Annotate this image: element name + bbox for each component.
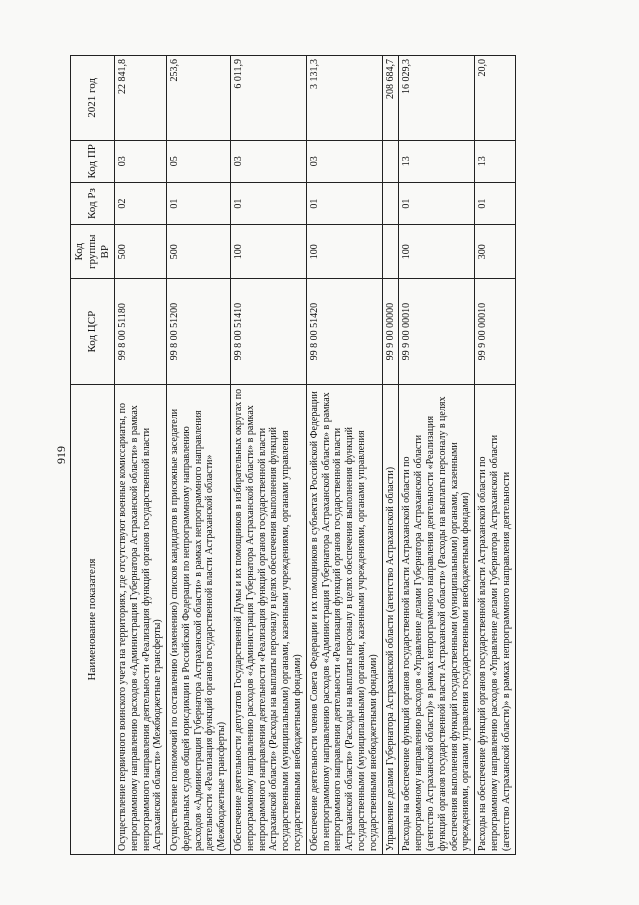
page-number: 919 (54, 446, 68, 464)
row-name: Осуществление первичного воинского учета на территориях, где отсутствуют военные комиссариаты, по непрограммному направлению расходов «Администрация Губернатора Астраханской области» в рамках непрограммного направления деятельности «Реализация функций органов государственной власти Астраханской области» (Межбюджетные трансферты) (114, 385, 166, 855)
header-pr: Код ПР (71, 140, 115, 182)
row-pr (382, 140, 399, 182)
row-vr: 100 (306, 225, 382, 279)
table-row (231, 56, 307, 855)
row-amount: 16 029,3 (399, 56, 475, 141)
table-row (475, 56, 515, 855)
budget-table (70, 55, 516, 855)
header-rz: Код Рз (71, 182, 115, 224)
row-amount: 3 131,3 (306, 56, 382, 141)
row-csr: 99 8 00 51410 (231, 279, 307, 385)
row-pr: 03 (231, 140, 307, 182)
row-rz: 01 (399, 182, 475, 224)
table-row (167, 56, 231, 855)
row-pr: 03 (306, 140, 382, 182)
header-name: Наименование показателя (71, 385, 115, 855)
row-name: Расходы на обеспечение функций органов государственной власти Астраханской области по непрограммному направлению расходов «Управление делами Губернатора Астраханской области (агентство Астраханской области)» в рамках непрограммного направления деятельности (475, 385, 515, 855)
row-name: Расходы на обеспечение функций органов государственной власти Астраханской области по непрограммному направлению расходов «Управление делами Губернатора Астраханской области (агентство Астраханской области)» в рамках непрограммного направления деятельности «Реализация функций органов государственной власти Астраханской области» (Расходы на выплаты персоналу в целях обеспечения выполнения функций государственными (муниципальными) органами, казенными учреждениями, органами управления государственными внебюджетными фондами) (399, 385, 475, 855)
table-row (382, 56, 399, 855)
row-amount: 6 011,9 (231, 56, 307, 141)
table-row (114, 56, 166, 855)
row-vr: 300 (475, 225, 515, 279)
row-name: Обеспечение деятельности депутатов Государственной Думы и их помощников в избирательных округах по непрограммному направлению расходов «Администрация Губернатора Астраханской области» в рамках непрограммного направления деятельности «Реализация функций органов государственной власти Астраханской области» (Расходы на выплаты персоналу в целях обеспечения выполнения функций государственными (муниципальными) органами, казенными учреждениями, органами управления государственными внебюджетными фондами) (231, 385, 307, 855)
table-header-row (71, 56, 115, 855)
rotated-content (50, 55, 590, 855)
row-name: Осуществление полномочий по составлению (изменению) списков кандидатов в присяжные заседатели федеральных судов общей юрисдикции в Российской Федерации по непрограммному направлению расходов «Администрация Губернатора Астраханской области» в рамках непрограммного направления деятельности «Реализация функций органов государственной власти Астраханской области» (Межбюджетные трансферты) (167, 385, 231, 855)
row-vr: 500 (167, 225, 231, 279)
table-row (399, 56, 475, 855)
row-rz (382, 182, 399, 224)
row-rz: 01 (167, 182, 231, 224)
row-pr: 05 (167, 140, 231, 182)
header-vr: Код группы ВР (71, 225, 115, 279)
row-pr: 13 (399, 140, 475, 182)
row-csr: 99 9 00 00000 (382, 279, 399, 385)
row-amount: 22 841,8 (114, 56, 166, 141)
row-csr: 99 9 00 00010 (399, 279, 475, 385)
row-rz: 02 (114, 182, 166, 224)
row-rz: 01 (475, 182, 515, 224)
row-csr: 99 8 00 51420 (306, 279, 382, 385)
row-pr: 03 (114, 140, 166, 182)
row-csr: 99 9 00 00010 (475, 279, 515, 385)
row-rz: 01 (306, 182, 382, 224)
table-body (114, 56, 515, 855)
row-amount: 20,0 (475, 56, 515, 141)
row-csr: 99 8 00 51180 (114, 279, 166, 385)
row-csr: 99 8 00 51200 (167, 279, 231, 385)
header-year: 2021 год (71, 56, 115, 141)
row-vr: 500 (114, 225, 166, 279)
row-amount: 208 684,7 (382, 56, 399, 141)
row-amount: 253,6 (167, 56, 231, 141)
row-vr (382, 225, 399, 279)
row-name: Управление делами Губернатора Астраханской области (агентство Астраханской области) (382, 385, 399, 855)
row-vr: 100 (231, 225, 307, 279)
row-rz: 01 (231, 182, 307, 224)
row-vr: 100 (399, 225, 475, 279)
header-csr: Код ЦСР (71, 279, 115, 385)
row-pr: 13 (475, 140, 515, 182)
table-row (306, 56, 382, 855)
row-name: Обеспечение деятельности членов Совета Федерации и их помощников в субъектах Российской Федерации по непрограммному направлению расходов «Администрация Губернатора Астраханской области» в рамках непрограммного направления деятельности «Реализация функций органов государственной власти Астраханской области» (Расходы на выплаты персоналу в целях обеспечения выполнения функций государственными (муниципальными) органами, казенными учреждениями, органами управления государственными внебюджетными фондами) (306, 385, 382, 855)
